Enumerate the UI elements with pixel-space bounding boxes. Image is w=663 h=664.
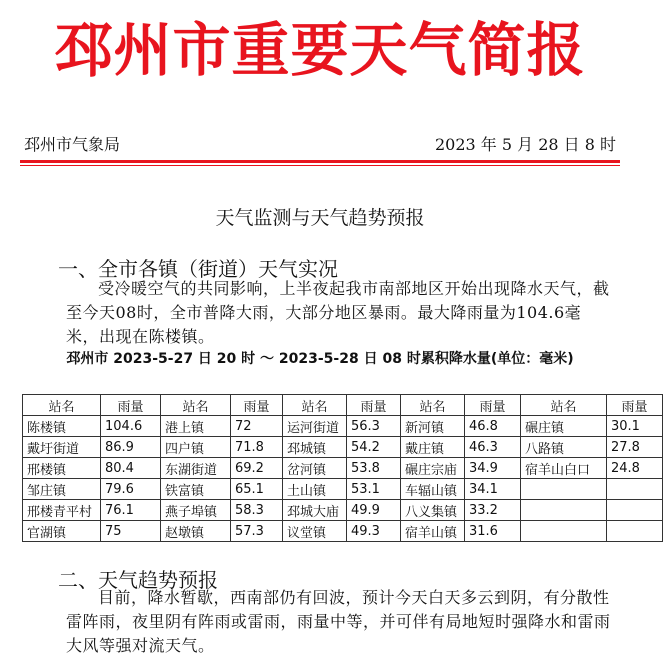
station-name-cell: 邢楼镇 <box>23 458 101 479</box>
table-row <box>23 458 663 479</box>
station-name-cell: 碾庄宗庙 <box>401 458 465 479</box>
section2-paragraph: 目前，降水暂歇，西南部仍有回波，预计今天白天多云到阴，有分散性雷阵雨，夜里阴有阵雨或雷雨，雨量中等，并可伴有局地短时强降水和雷雨大风等强对流天气。 <box>66 588 611 655</box>
rainfall-cell: 71.8 <box>231 437 283 458</box>
station-name-cell: 运河街道 <box>283 416 347 437</box>
station-name-cell: 港上镇 <box>161 416 231 437</box>
rainfall-cell: 49.9 <box>347 500 401 521</box>
col-header: 站名 <box>401 395 465 416</box>
rainfall-cell: 69.2 <box>231 458 283 479</box>
station-name-cell: 东湖街道 <box>161 458 231 479</box>
col-header: 雨量 <box>101 395 161 416</box>
station-name-cell: 四户镇 <box>161 437 231 458</box>
station-name-cell: 宿羊山白口 <box>521 458 607 479</box>
rainfall-cell <box>607 521 663 542</box>
col-header: 雨量 <box>347 395 401 416</box>
rainfall-cell: 53.8 <box>347 458 401 479</box>
station-name-cell: 碾庄镇 <box>521 416 607 437</box>
rainfall-cell: 33.2 <box>465 500 521 521</box>
station-name-cell <box>521 479 607 500</box>
document-title: 天气监测与天气趋势预报 <box>215 207 425 229</box>
station-name-cell <box>521 500 607 521</box>
issue-time: 2023 年 5 月 28 日 8 时 <box>434 135 616 154</box>
rainfall-cell: 34.1 <box>465 479 521 500</box>
table-header-row <box>23 395 663 416</box>
rainfall-cell: 31.6 <box>465 521 521 542</box>
station-name-cell: 车辐山镇 <box>401 479 465 500</box>
rainfall-cell: 46.3 <box>465 437 521 458</box>
station-name-cell: 土山镇 <box>283 479 347 500</box>
station-name-cell: 宿羊山镇 <box>401 521 465 542</box>
rainfall-cell: 24.8 <box>607 458 663 479</box>
bulletin-meta <box>24 132 616 155</box>
rainfall-cell: 75 <box>101 521 161 542</box>
issuer: 邳州市气象局 <box>24 135 121 154</box>
section1-heading: 一、全市各镇（街道）天气实况 <box>58 257 338 281</box>
station-name-cell: 邢楼青平村 <box>23 500 101 521</box>
station-name-cell: 八义集镇 <box>401 500 465 521</box>
col-header: 站名 <box>23 395 101 416</box>
rainfall-cell: 53.1 <box>347 479 401 500</box>
station-name-cell: 官湖镇 <box>23 521 101 542</box>
red-divider-thin <box>20 165 620 166</box>
rainfall-cell: 86.9 <box>101 437 161 458</box>
red-divider-thick <box>20 160 620 163</box>
station-name-cell: 邳城大庙 <box>283 500 347 521</box>
rainfall-cell: 76.1 <box>101 500 161 521</box>
col-header: 雨量 <box>465 395 521 416</box>
rainfall-cell: 58.3 <box>231 500 283 521</box>
rainfall-cell: 104.6 <box>101 416 161 437</box>
bulletin-masthead: 邳州市重要天气简报 <box>54 16 586 84</box>
rainfall-cell: 79.6 <box>101 479 161 500</box>
col-header: 雨量 <box>231 395 283 416</box>
rainfall-cell: 30.1 <box>607 416 663 437</box>
station-name-cell: 陈楼镇 <box>23 416 101 437</box>
rainfall-cell: 46.8 <box>465 416 521 437</box>
table-row <box>23 479 663 500</box>
rainfall-cell: 54.2 <box>347 437 401 458</box>
table-caption: 邳州市 2023-5-27 日 20 时 ～ 2023-5-28 日 08 时累积降水量(单位：毫米) <box>66 351 574 367</box>
station-name-cell: 燕子埠镇 <box>161 500 231 521</box>
rainfall-cell: 57.3 <box>231 521 283 542</box>
station-name-cell: 邳城镇 <box>283 437 347 458</box>
rainfall-cell: 49.3 <box>347 521 401 542</box>
station-name-cell: 邹庄镇 <box>23 479 101 500</box>
table-row <box>23 521 663 542</box>
station-name-cell: 议堂镇 <box>283 521 347 542</box>
rainfall-table <box>22 394 663 542</box>
section1-paragraph: 受冷暖空气的共同影响，上半夜起我市南部地区开始出现降水天气，截至今天08时，全市普降大雨，大部分地区暴雨。最大降雨量为104.6毫米，出现在陈楼镇。 <box>66 279 610 346</box>
rainfall-cell: 27.8 <box>607 437 663 458</box>
rainfall-cell: 56.3 <box>347 416 401 437</box>
col-header: 站名 <box>521 395 607 416</box>
table-row <box>23 500 663 521</box>
col-header: 站名 <box>283 395 347 416</box>
section2-heading: 二、天气趋势预报 <box>58 568 218 592</box>
station-name-cell <box>521 521 607 542</box>
station-name-cell: 岔河镇 <box>283 458 347 479</box>
col-header: 雨量 <box>607 395 663 416</box>
rainfall-cell: 65.1 <box>231 479 283 500</box>
table-row <box>23 437 663 458</box>
table-row <box>23 416 663 437</box>
station-name-cell: 八路镇 <box>521 437 607 458</box>
rainfall-cell: 80.4 <box>101 458 161 479</box>
station-name-cell: 戴庄镇 <box>401 437 465 458</box>
col-header: 站名 <box>161 395 231 416</box>
rainfall-cell: 72 <box>231 416 283 437</box>
rainfall-cell: 34.9 <box>465 458 521 479</box>
station-name-cell: 新河镇 <box>401 416 465 437</box>
station-name-cell: 赵墩镇 <box>161 521 231 542</box>
rainfall-cell <box>607 479 663 500</box>
station-name-cell: 戴圩街道 <box>23 437 101 458</box>
rainfall-cell <box>607 500 663 521</box>
station-name-cell: 铁富镇 <box>161 479 231 500</box>
